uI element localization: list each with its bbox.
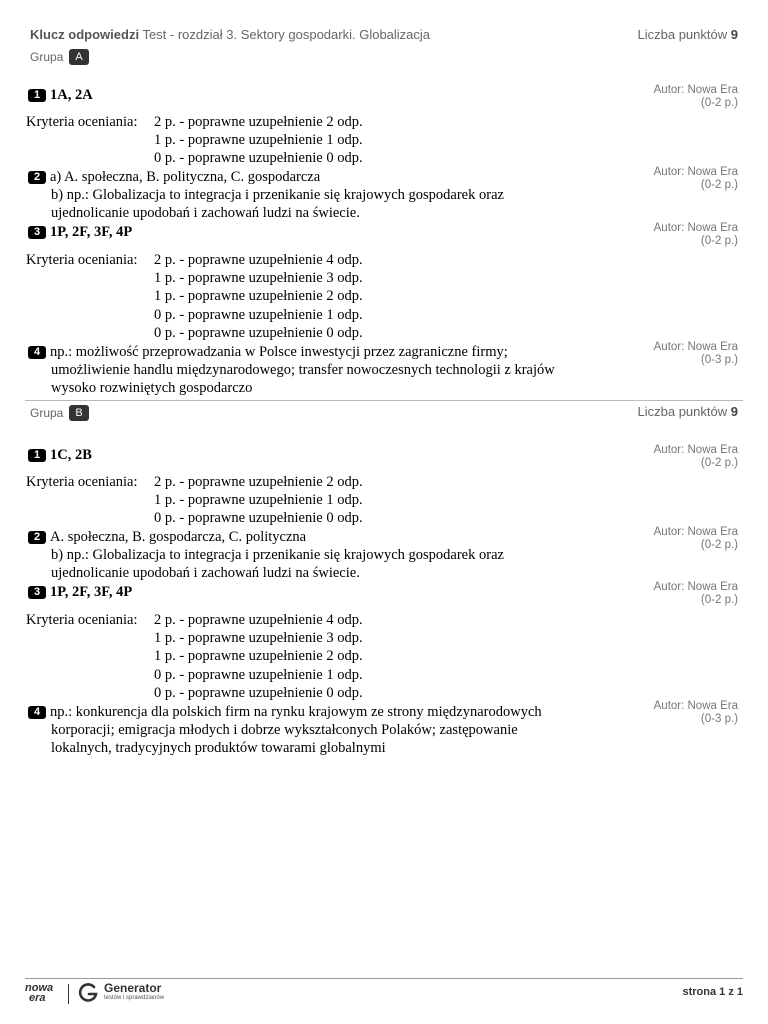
answer: 1C, 2B bbox=[50, 447, 92, 463]
criteria-label: Kryteria oceniania: bbox=[26, 612, 138, 628]
generator-g-icon bbox=[77, 982, 99, 1004]
criteria-label: Kryteria oceniania: bbox=[26, 114, 138, 130]
answer-line: A. społeczna, B. gospodarcza, C. polityczna bbox=[50, 529, 307, 545]
criteria-line: 1 p. - poprawne uzupełnienie 2 odp. bbox=[154, 648, 363, 665]
question-number-badge: 3 bbox=[28, 586, 46, 599]
criteria-line: 0 p. - poprawne uzupełnienie 0 odp. bbox=[154, 150, 363, 167]
group-b-q1-criteria bbox=[26, 473, 363, 528]
criteria-line: 0 p. - poprawne uzupełnienie 0 odp. bbox=[154, 684, 363, 701]
criteria-line: 1 p. - poprawne uzupełnienie 1 odp. bbox=[154, 132, 363, 149]
group-b-q1-author: Autor: Nowa Era (0-2 p.) bbox=[653, 444, 738, 469]
footer-divider bbox=[25, 978, 743, 979]
question-number-badge: 4 bbox=[28, 706, 46, 719]
question-number-badge: 2 bbox=[28, 171, 46, 184]
group-b-question-2 bbox=[28, 528, 504, 582]
answer-line: umożliwienie handlu międzynarodowego; transfer nowoczesnych technologii z krajów bbox=[51, 362, 555, 378]
group-b-label: Grupa B bbox=[30, 405, 89, 421]
question-number-badge: 2 bbox=[28, 531, 46, 544]
answer-line: ujednolicanie upodobań i zachowań ludzi na świecie. bbox=[51, 565, 360, 581]
criteria-line: 0 p. - poprawne uzupełnienie 0 odp. bbox=[154, 324, 363, 341]
group-b-question-3 bbox=[28, 583, 132, 601]
document-title bbox=[30, 27, 430, 42]
criteria-line: 2 p. - poprawne uzupełnienie 4 odp. bbox=[154, 252, 363, 268]
criteria-line: 2 p. - poprawne uzupełnienie 2 odp. bbox=[154, 114, 363, 130]
group-b-q2-author: Autor: Nowa Era (0-2 p.) bbox=[653, 526, 738, 551]
criteria-line: 0 p. - poprawne uzupełnienie 1 odp. bbox=[154, 306, 363, 323]
group-a-q1-criteria bbox=[26, 113, 363, 168]
page-number: strona 1 z 1 bbox=[682, 986, 743, 998]
group-b-question-4 bbox=[28, 703, 542, 757]
group-a-badge: A bbox=[69, 49, 88, 65]
answer-line: np.: możliwość przeprowadzania w Polsce inwestycji przez zagraniczne firmy; bbox=[50, 344, 508, 360]
criteria-line: 0 p. - poprawne uzupełnienie 0 odp. bbox=[154, 510, 363, 527]
generator-logo-text: Generator bbox=[104, 981, 162, 995]
criteria-line: 1 p. - poprawne uzupełnienie 1 odp. bbox=[154, 492, 363, 509]
answer-line: b) np.: Globalizacja to integracja i przenikanie się krajowych gospodarek oraz bbox=[51, 187, 504, 203]
answer-line: np.: konkurencja dla polskich firm na rynku krajowym ze strony międzynarodowych bbox=[50, 704, 542, 720]
question-number-badge: 3 bbox=[28, 226, 46, 239]
title-rest: Test - rozdział 3. Sektory gospodarki. Globalizacja bbox=[142, 27, 431, 42]
criteria-label: Kryteria oceniania: bbox=[26, 474, 138, 490]
group-b-q3-criteria bbox=[26, 611, 363, 702]
answer: 1P, 2F, 3F, 4P bbox=[50, 224, 133, 240]
group-a-q4-author: Autor: Nowa Era (0-3 p.) bbox=[653, 341, 738, 366]
criteria-label: Kryteria oceniania: bbox=[26, 252, 138, 268]
title-bold: Klucz odpowiedzi bbox=[30, 27, 140, 42]
answer-line: lokalnych, tradycyjnych produktów towarami globalnymi bbox=[51, 740, 386, 756]
answer-line: a) A. społeczna, B. polityczna, C. gospodarcza bbox=[50, 169, 321, 185]
group-a-q1-author: Autor: Nowa Era (0-2 p.) bbox=[653, 84, 738, 109]
group-b-points: Liczba punktów 9 bbox=[637, 404, 738, 419]
group-a-question-4 bbox=[28, 343, 555, 397]
generator-logo-subtitle: testów i sprawdzianów bbox=[104, 995, 165, 1001]
group-a-question-1 bbox=[28, 86, 93, 104]
criteria-line: 0 p. - poprawne uzupełnienie 1 odp. bbox=[154, 666, 363, 683]
group-a-label: Grupa A bbox=[30, 49, 89, 65]
criteria-line: 1 p. - poprawne uzupełnienie 2 odp. bbox=[154, 288, 363, 305]
group-a-q3-author: Autor: Nowa Era (0-2 p.) bbox=[653, 222, 738, 247]
answer: 1A, 2A bbox=[50, 87, 93, 103]
group-a-q3-criteria bbox=[26, 251, 363, 342]
group-divider bbox=[25, 400, 743, 401]
criteria-line: 2 p. - poprawne uzupełnienie 2 odp. bbox=[154, 474, 363, 490]
group-a-question-3 bbox=[28, 223, 132, 241]
group-b-q4-author: Autor: Nowa Era (0-3 p.) bbox=[653, 700, 738, 725]
group-a-q2-author: Autor: Nowa Era (0-2 p.) bbox=[653, 166, 738, 191]
group-b-q3-author: Autor: Nowa Era (0-2 p.) bbox=[653, 581, 738, 606]
total-points: Liczba punktów 9 bbox=[637, 27, 738, 42]
answer: 1P, 2F, 3F, 4P bbox=[50, 584, 133, 600]
question-number-badge: 1 bbox=[28, 449, 46, 462]
answer-line: ujednolicanie upodobań i zachowań ludzi na świecie. bbox=[51, 205, 360, 221]
question-number-badge: 4 bbox=[28, 346, 46, 359]
question-number-badge: 1 bbox=[28, 89, 46, 102]
group-b-question-1 bbox=[28, 446, 92, 464]
criteria-line: 1 p. - poprawne uzupełnienie 3 odp. bbox=[154, 630, 363, 647]
group-b-badge: B bbox=[69, 405, 88, 421]
logo-separator bbox=[68, 984, 69, 1004]
answer-line: wysoko rozwiniętych gospodarczo bbox=[51, 380, 253, 396]
nowa-era-logo: nowa era bbox=[25, 982, 54, 1004]
criteria-line: 2 p. - poprawne uzupełnienie 4 odp. bbox=[154, 612, 363, 628]
group-a-question-2 bbox=[28, 168, 504, 222]
answer-line: korporacji; emigracja młodych i dobrze wykształconych Polaków; zastępowanie bbox=[51, 722, 518, 738]
criteria-line: 1 p. - poprawne uzupełnienie 3 odp. bbox=[154, 270, 363, 287]
answer-line: b) np.: Globalizacja to integracja i przenikanie się krajowych gospodarek oraz bbox=[51, 547, 504, 563]
